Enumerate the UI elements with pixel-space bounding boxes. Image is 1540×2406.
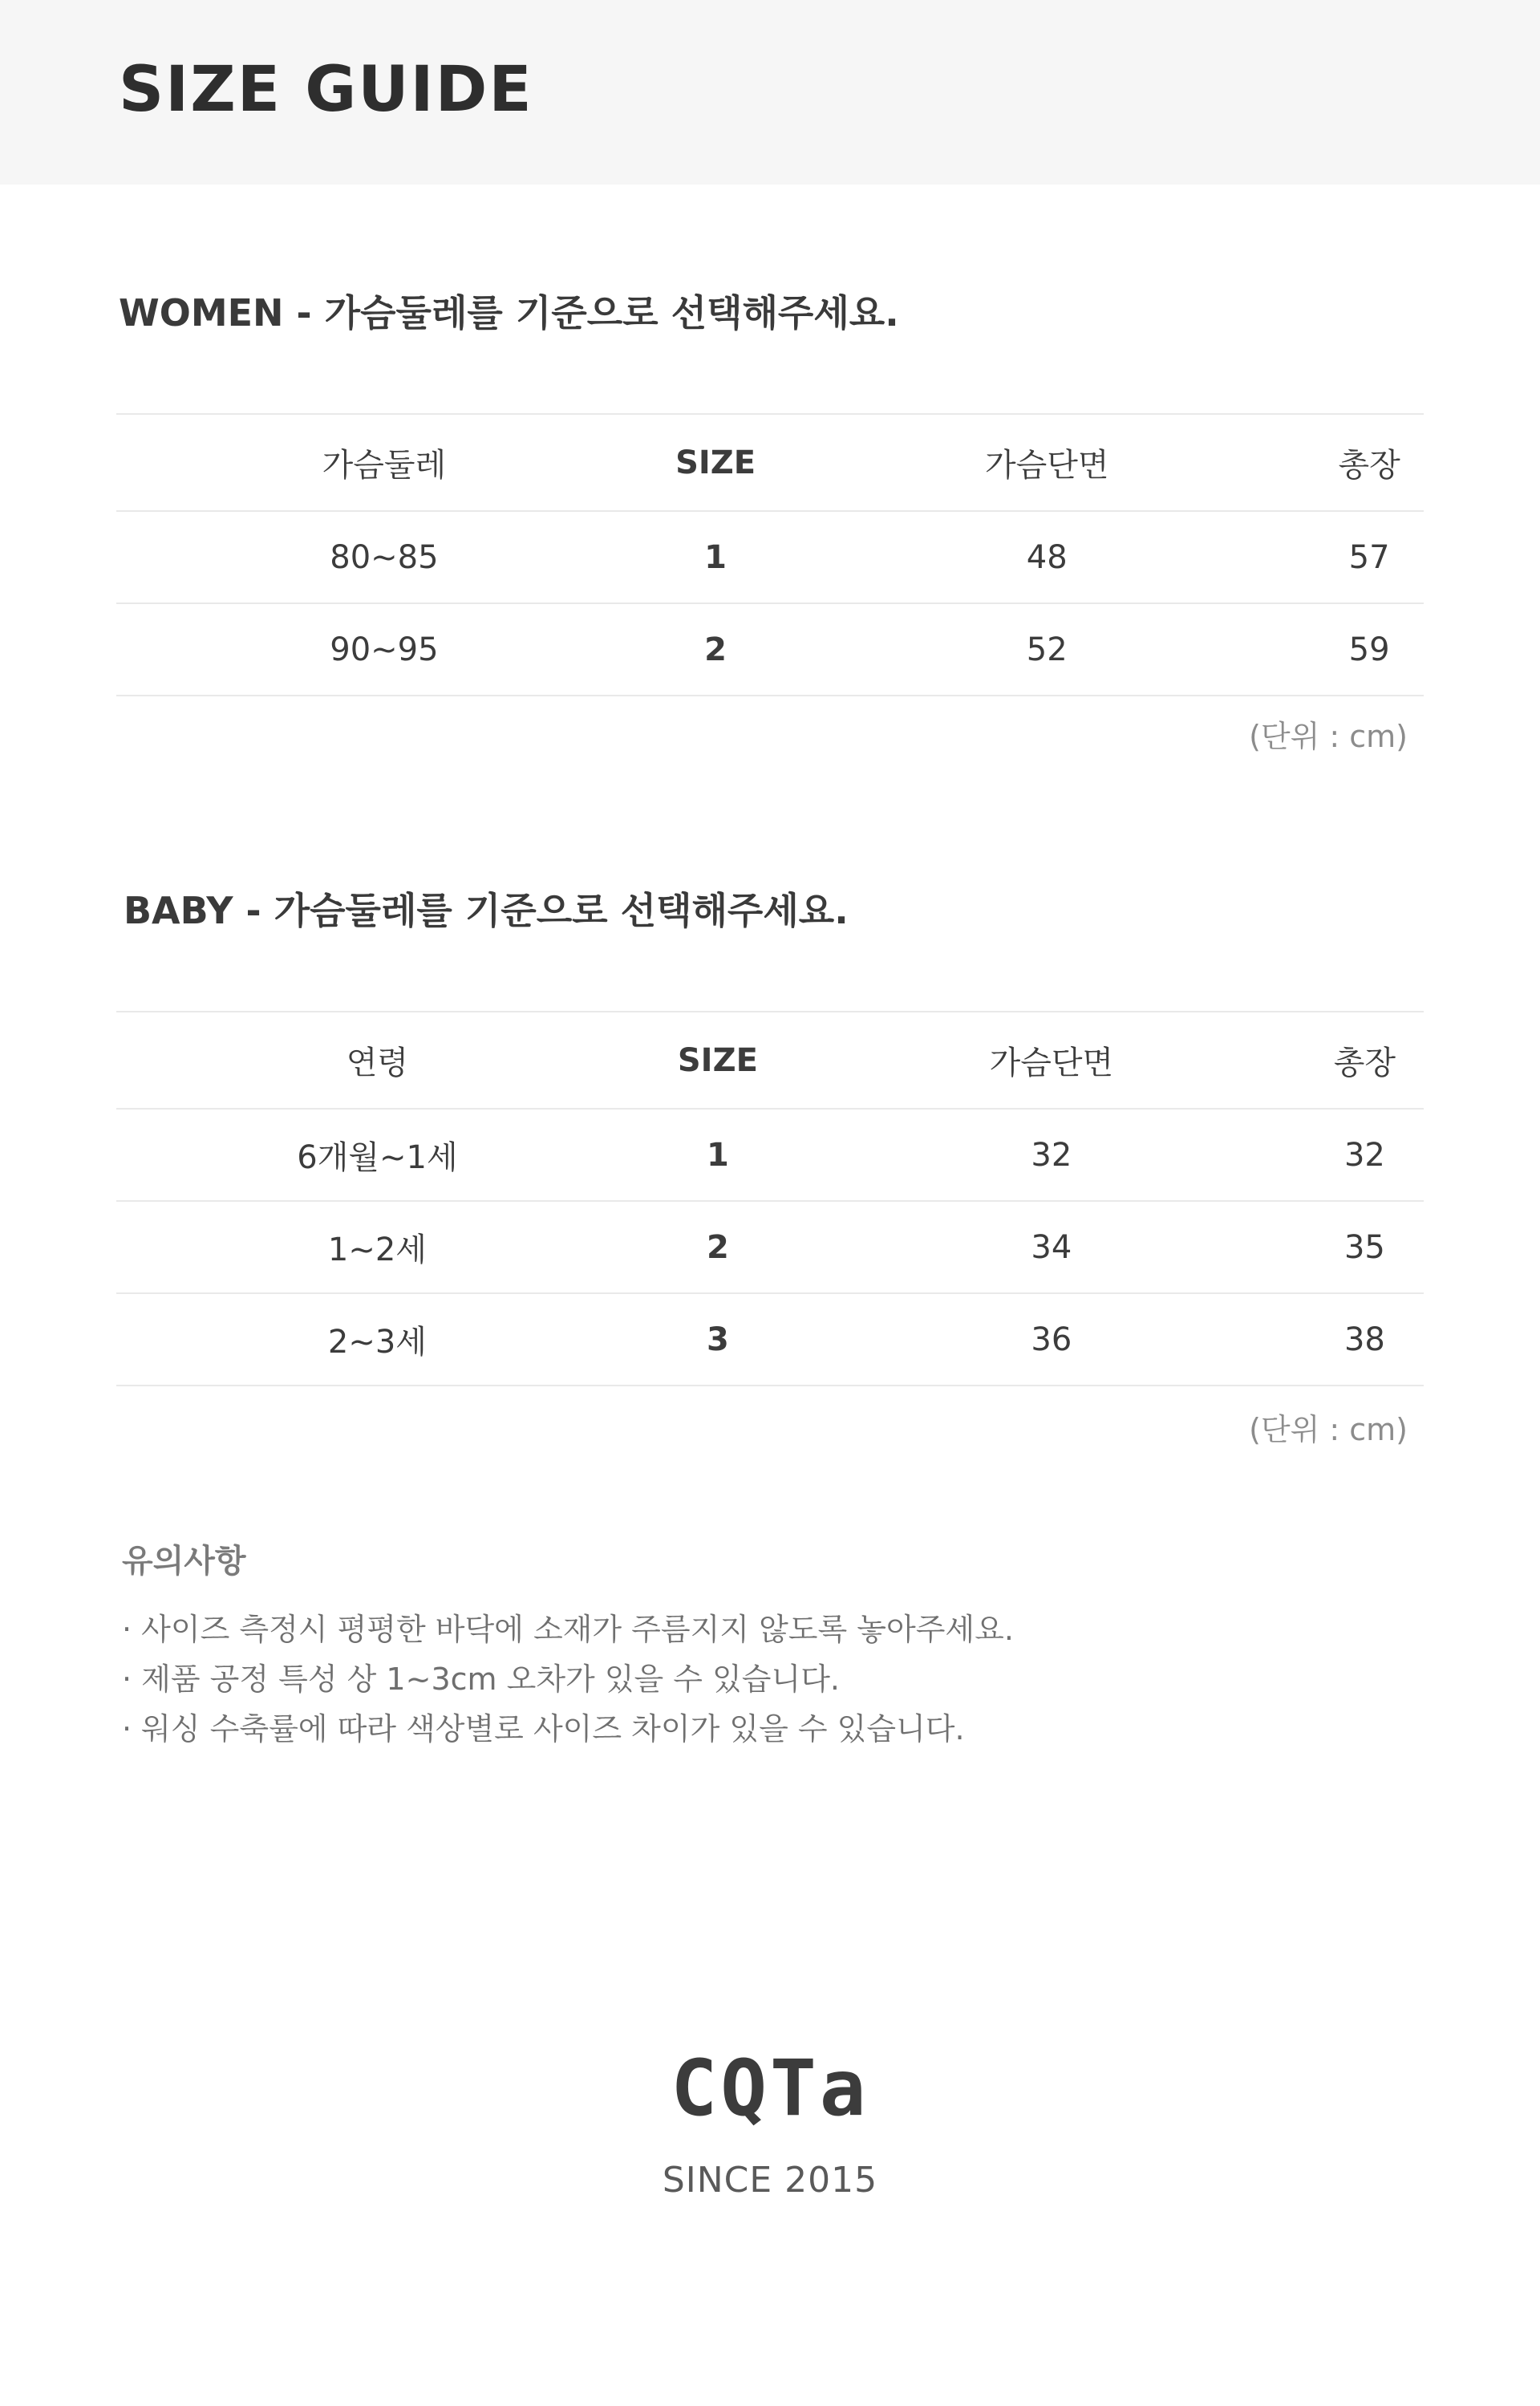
women-unit-note: (단위 : cm) <box>1249 719 1408 754</box>
list-item: · 워싱 수축률에 따라 색상별로 사이즈 차이가 있을 수 있습니다. <box>122 1711 965 1747</box>
chest-width-cell: 36 <box>797 1293 1306 1386</box>
column-header-age: 연령 <box>116 1012 638 1109</box>
women-heading-label: WOMEN <box>119 291 284 335</box>
table-row <box>116 1109 1424 1201</box>
total-length-cell: 32 <box>1306 1109 1424 1201</box>
brand-logo: CQTa <box>671 2043 869 2133</box>
notes-list <box>122 1605 1014 1754</box>
chest-width-cell: 34 <box>797 1201 1306 1293</box>
column-header-size: SIZE <box>652 414 779 511</box>
column-header-chest-width: 가슴단면 <box>779 414 1315 511</box>
chest-girth-cell: 90~95 <box>116 603 652 696</box>
size-cell: 2 <box>652 603 779 696</box>
chest-width-cell: 32 <box>797 1109 1306 1201</box>
women-size-table <box>116 413 1424 696</box>
size-cell: 1 <box>652 511 779 603</box>
size-cell: 1 <box>638 1109 797 1201</box>
total-length-cell: 38 <box>1306 1293 1424 1386</box>
page-title: SIZE GUIDE <box>119 54 533 126</box>
table-row <box>116 603 1424 696</box>
table-header-row <box>116 1012 1424 1109</box>
age-cell: 2~3세 <box>116 1293 638 1386</box>
column-header-size: SIZE <box>638 1012 797 1109</box>
chest-girth-cell: 80~85 <box>116 511 652 603</box>
baby-unit-note: (단위 : cm) <box>1249 1412 1408 1447</box>
table-row <box>116 1293 1424 1386</box>
table-row <box>116 1201 1424 1293</box>
chest-width-cell: 52 <box>779 603 1315 696</box>
total-length-cell: 35 <box>1306 1201 1424 1293</box>
age-cell: 1~2세 <box>116 1201 638 1293</box>
column-header-total-length: 총장 <box>1315 414 1424 511</box>
column-header-total-length: 총장 <box>1306 1012 1424 1109</box>
size-cell: 3 <box>638 1293 797 1386</box>
total-length-cell: 57 <box>1315 511 1424 603</box>
baby-heading-label: BABY <box>124 889 233 932</box>
notes-title: 유의사항 <box>122 1543 246 1580</box>
age-cell: 6개월~1세 <box>116 1109 638 1201</box>
page-header <box>0 0 1540 185</box>
column-header-chest-girth: 가슴둘레 <box>116 414 652 511</box>
baby-size-table <box>116 1011 1424 1386</box>
brand-since-text: SINCE 2015 <box>662 2160 878 2201</box>
list-item: · 사이즈 측정시 평평한 바닥에 소재가 주름지지 않도록 놓아주세요. <box>122 1612 1014 1647</box>
table-header-row <box>116 414 1424 511</box>
list-item: · 제품 공정 특성 상 1~3cm 오차가 있을 수 있습니다. <box>122 1661 841 1697</box>
table-row <box>116 511 1424 603</box>
women-heading-instruction: - 가슴둘레를 기준으로 선택해주세요. <box>283 291 899 335</box>
column-header-chest-width: 가슴단면 <box>797 1012 1306 1109</box>
women-section-heading <box>119 289 899 337</box>
chest-width-cell: 48 <box>779 511 1315 603</box>
total-length-cell: 59 <box>1315 603 1424 696</box>
baby-heading-instruction: - 가슴둘레를 기준으로 선택해주세요. <box>233 889 849 932</box>
baby-section-heading <box>124 887 849 935</box>
size-cell: 2 <box>638 1201 797 1293</box>
